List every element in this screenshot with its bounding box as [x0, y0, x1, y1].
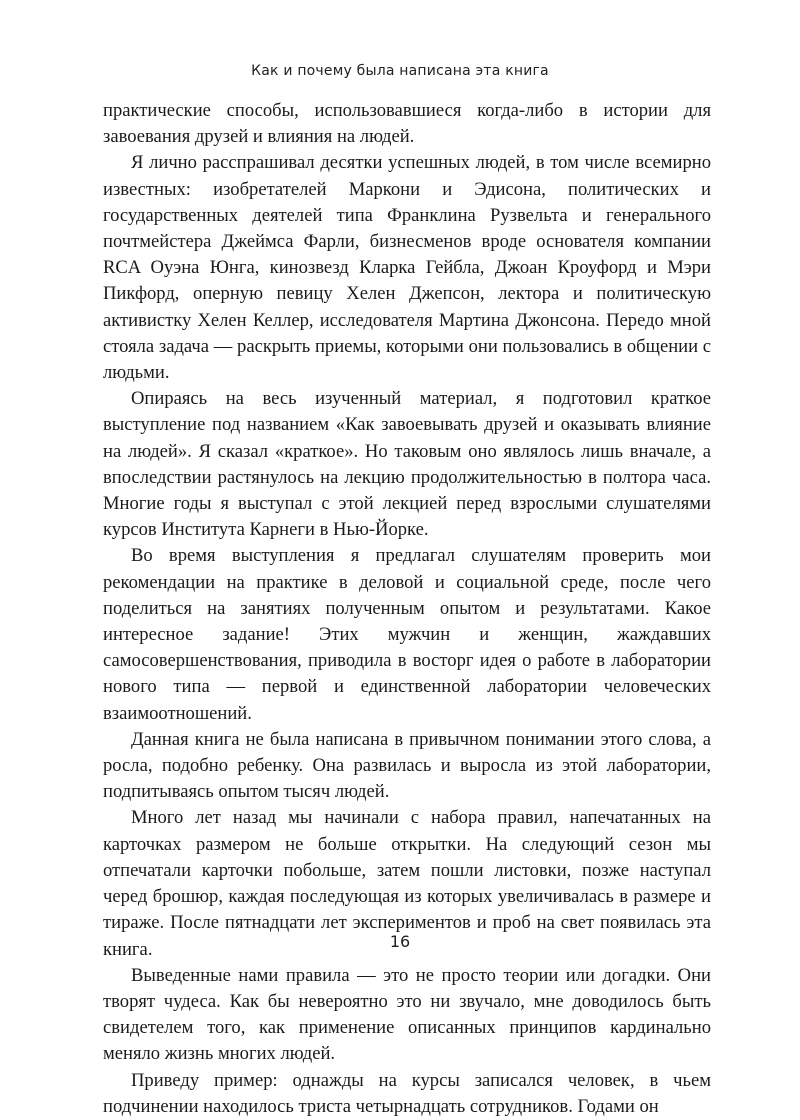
paragraph-continuation: практические способы, использовавшиеся когда-либо в истории для завоевания друзей и влияния на людей. [103, 100, 711, 148]
paragraph: Много лет назад мы начинали с набора правил, напечатанных на карточках размером не больше открытки. На следующий сезон мы отпечатали карточки побольше, затем пошли листовки, позже наступал черед брошюр, каждая последующая из которых увеличивалась в размере и тираже. После пятнадцати лет экспериментов и проб на свет появилась эта книга. [103, 807, 711, 960]
paragraph: Выведенные нами правила — это не просто теории или догадки. Они творят чудеса. Как бы невероятно это ни звучало, мне доводилось быть свидетелем того, как применение описанных принципов кардинально меняло жизнь многих людей. [103, 964, 711, 1065]
paragraph: Во время выступления я предлагал слушателям проверить мои рекомендации на практике в деловой и социальной среде, после чего поделиться на занятиях полученным опытом и результатами. Какое интересное задание! Этих мужчин и женщин, жаждавших самосовершенствования, приводила в восторг идея о работе в лаборатории нового типа — первой и единственной лаборатории человеческих взаимоотношений. [103, 545, 711, 724]
page-number: 16 [389, 932, 411, 951]
paragraph: Данная книга не была написана в привычном понимании этого слова, а росла, подобно ребенку. Она развилась и выросла из этой лаборатории, подпитываясь опытом тысяч людей. [103, 728, 711, 803]
body-text [103, 98, 711, 1120]
paragraph: Приведу пример: однажды на курсы записался человек, в чьем подчинении находилось триста четырнадцать сотрудников. Годами он [103, 1069, 711, 1117]
paragraph: Я лично расспрашивал десятки успешных людей, в том числе всемирно известных: изобретателей Маркони и Эдисона, политических и государственных деятелей типа Франклина Рузвельта и генерального почтмейстера Джеймса Фарли, бизнесменов вроде основателя компании RCA Оуэна Юнга, кинозвезд Кларка Гейбла, Джоан Кроуфорд и Мэри Пикфорд, оперную певицу Хелен Джепсон, лектора и политическую активистку Хелен Келлер, исследователя Мартина Джонсона. Передо мной стояла задача — раскрыть приемы, которыми они пользовались в общении с людьми. [103, 152, 711, 384]
paragraph: Опираясь на весь изученный материал, я подготовил краткое выступление под названием «Как завоевывать друзей и оказывать влияние на людей». Я сказал «краткое». Но таковым оно являлось лишь вначале, а впоследствии растянулось на лекцию продолжительностью в полтора часа. Многие годы я выступал с этой лекцией перед взрослыми слушателями курсов Института Карнеги в Нью-Йорке. [103, 388, 711, 541]
running-header: Как и почему была написана эта книга [251, 63, 549, 79]
